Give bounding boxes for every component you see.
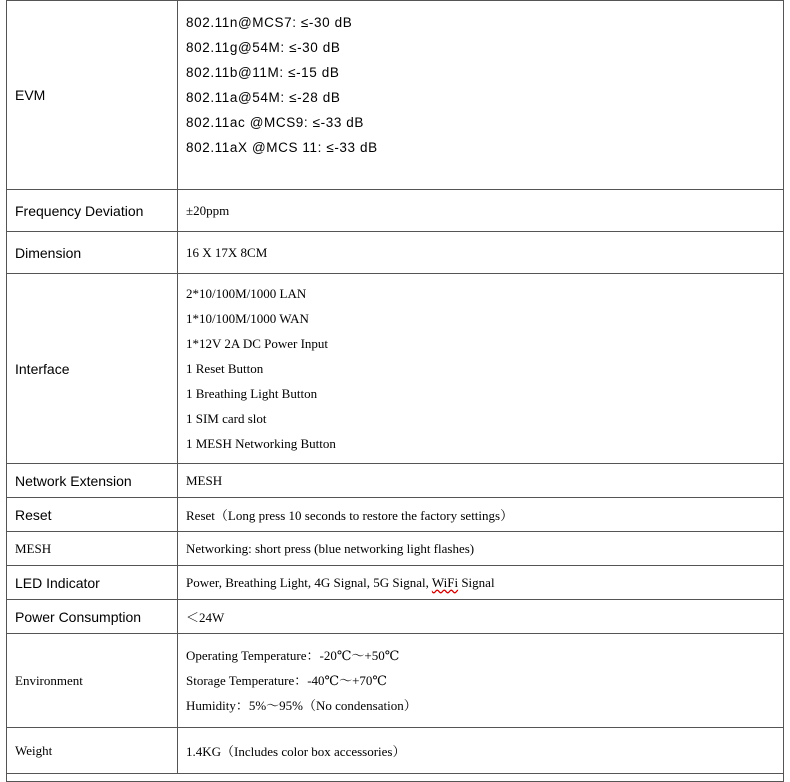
led-value-wifi: WiFi — [431, 574, 459, 590]
row-label-dimension: Dimension — [7, 232, 178, 274]
led-value-prefix: Power, Breathing Light, 4G Signal, 5G Signal, — [186, 574, 432, 590]
table-row — [7, 498, 784, 532]
frequency-deviation-value: ±20ppm — [178, 190, 784, 232]
row-label-frequency-deviation: Frequency Deviation — [7, 190, 178, 232]
table-row — [7, 532, 784, 566]
table-row — [7, 190, 784, 232]
table-continuation — [7, 774, 784, 782]
row-label-environment: Environment — [7, 634, 178, 728]
reset-value: Reset（Long press 10 seconds to restore the factory settings） — [178, 498, 784, 532]
environment-line: Storage Temperature：-40℃～+70℃ — [186, 673, 387, 688]
interface-line: 1 SIM card slot — [186, 411, 267, 426]
evm-line: 802.11g@54M: ≤-30 dB — [186, 40, 341, 55]
interface-line: 2*10/100M/1000 LAN — [186, 286, 307, 301]
network-extension-value: MESH — [178, 464, 784, 498]
row-label-mesh: MESH — [7, 532, 178, 566]
table-row — [7, 634, 784, 728]
weight-value: 1.4KG（Includes color box accessories） — [178, 728, 784, 774]
interface-line: 1 MESH Networking Button — [186, 436, 336, 451]
row-label-power-consumption: Power Consumption — [7, 600, 178, 634]
spec-table — [6, 0, 784, 782]
evm-line: 802.11n@MCS7: ≤-30 dB — [186, 15, 353, 30]
environment-values — [178, 634, 784, 728]
row-label-weight: Weight — [7, 728, 178, 774]
table-row — [7, 274, 784, 464]
table-row — [7, 464, 784, 498]
row-label-interface: Interface — [7, 274, 178, 464]
table-row — [7, 566, 784, 600]
row-label-led-indicator: LED Indicator — [7, 566, 178, 600]
interface-values — [178, 274, 784, 464]
table-row — [7, 1, 784, 190]
evm-line: 802.11b@11M: ≤-15 dB — [186, 65, 340, 80]
mesh-value: Networking: short press (blue networking light flashes) — [178, 532, 784, 566]
interface-line: 1 Reset Button — [186, 361, 264, 376]
row-label-reset: Reset — [7, 498, 178, 532]
environment-line: Operating Temperature：-20℃～+50℃ — [186, 648, 400, 663]
environment-line: Humidity：5%～95%（No condensation） — [186, 698, 417, 713]
led-indicator-value — [178, 566, 784, 600]
interface-line: 1*10/100M/1000 WAN — [186, 311, 309, 326]
evm-line: 802.11a@54M: ≤-28 dB — [186, 90, 341, 105]
row-label-network-extension: Network Extension — [7, 464, 178, 498]
led-value-suffix: Signal — [458, 574, 495, 590]
table-row — [7, 728, 784, 774]
row-label-evm: EVM — [7, 1, 178, 190]
interface-line: 1*12V 2A DC Power Input — [186, 336, 329, 351]
interface-line: 1 Breathing Light Button — [186, 386, 318, 401]
power-consumption-value: ＜24W — [178, 600, 784, 634]
table-row — [7, 232, 784, 274]
dimension-value: 16 X 17X 8CM — [178, 232, 784, 274]
evm-values — [178, 1, 784, 190]
evm-line: 802.11aX @MCS 11: ≤-33 dB — [186, 140, 378, 155]
table-row — [7, 600, 784, 634]
table-row — [7, 774, 784, 782]
evm-line: 802.11ac @MCS9: ≤-33 dB — [186, 115, 364, 130]
